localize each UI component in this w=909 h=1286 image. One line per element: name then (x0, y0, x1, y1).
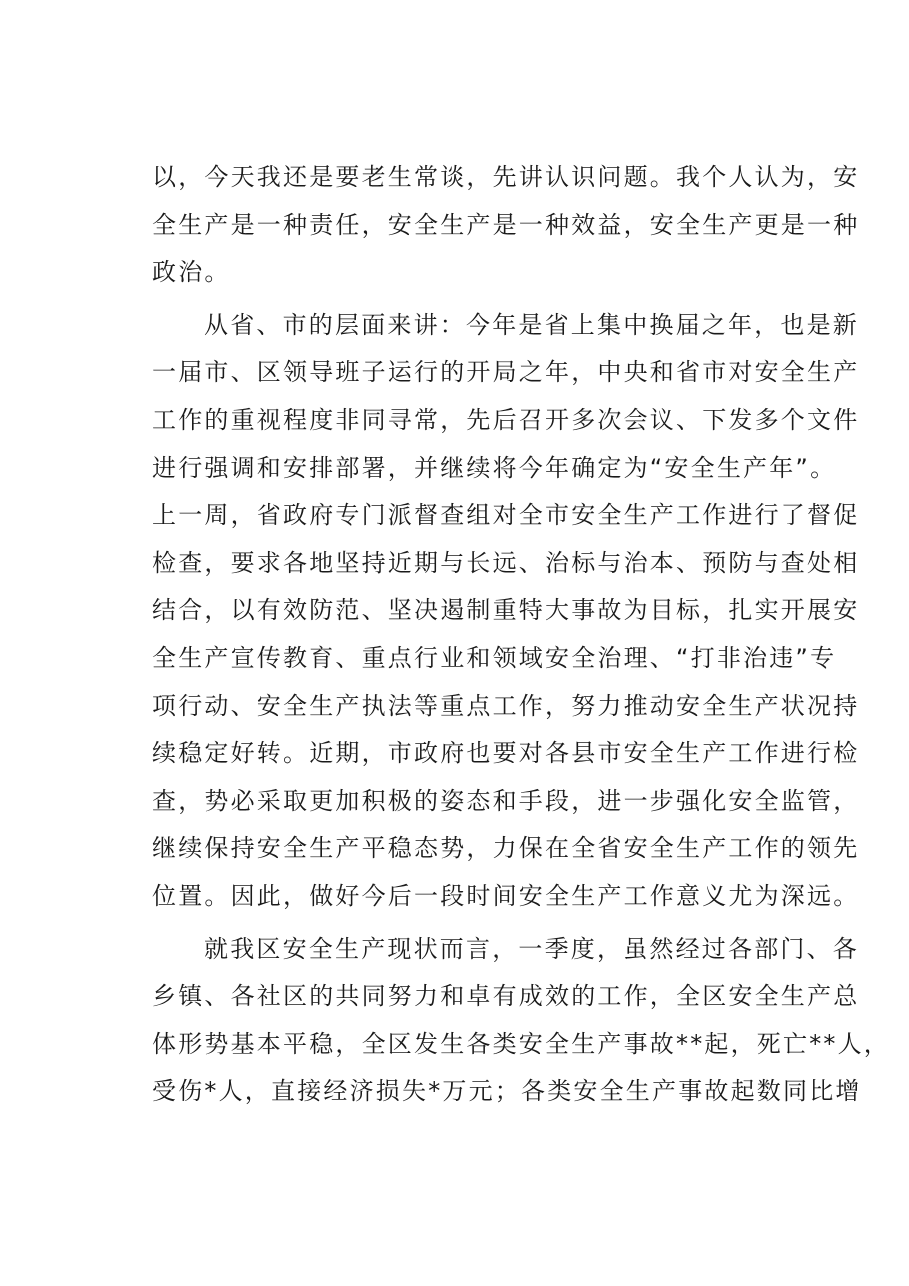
text-line: 结合，以有效防范、坚决遏制重特大事故为目标，扎实开展安 (152, 596, 860, 625)
text-line: 工作的重视程度非同寻常，先后召开多次会议、下发多个文件 (152, 405, 860, 434)
text-line: 检查，要求各地坚持近期与长远、治标与治本、预防与查处相 (152, 548, 860, 577)
text-line: 全生产是一种责任，安全生产是一种效益，安全生产更是一种 (152, 210, 860, 239)
text-line: 进行强调和安排部署，并继续将今年确定为“安全生产年”。 (152, 453, 837, 482)
paragraph-district-status (152, 926, 890, 1116)
text-line: 位置。因此，做好今后一段时间安全生产工作意义尤为深远。 (152, 881, 860, 910)
text-line: 查，势必采取更加积极的姿态和手段，进一步强化安全监管， (152, 786, 860, 815)
text-line: 受伤*人，直接经济损失*万元；各类安全生产事故起数同比增 (152, 1077, 862, 1106)
text-line: 全生产宣传教育、重点行业和领域安全治理、“打非治违”专 (152, 643, 837, 672)
text-line: 续稳定好转。近期，市政府也要对各县市安全生产工作进行检 (152, 739, 860, 768)
text-line: 乡镇、各社区的共同努力和卓有成效的工作，全区安全生产总 (152, 982, 860, 1011)
text-line: 政治。 (152, 258, 231, 287)
text-line: 继续保持安全生产平稳态势，力保在全省安全生产工作的领先 (152, 834, 860, 863)
text-line: 上一周，省政府专门派督查组对全市安全生产工作进行了督促 (152, 501, 860, 530)
paragraph-intro-continuation (152, 154, 860, 297)
text-line: 从省、市的层面来讲：今年是省上集中换届之年，也是新 (204, 310, 859, 339)
document-body (152, 154, 890, 1116)
text-line: 体形势基本平稳，全区发生各类安全生产事故**起，死亡**人， (152, 1029, 890, 1058)
text-line: 以，今天我还是要老生常谈，先讲认识问题。我个人认为，安 (152, 163, 860, 191)
text-line: 就我区安全生产现状而言，一季度，虽然经过各部门、各 (204, 934, 859, 963)
text-line: 一届市、区领导班子运行的开局之年，中央和省市对安全生产 (152, 358, 860, 387)
text-line: 项行动、安全生产执法等重点工作，努力推动安全生产状况持 (152, 691, 860, 720)
paragraph-province-city-level (152, 302, 860, 921)
